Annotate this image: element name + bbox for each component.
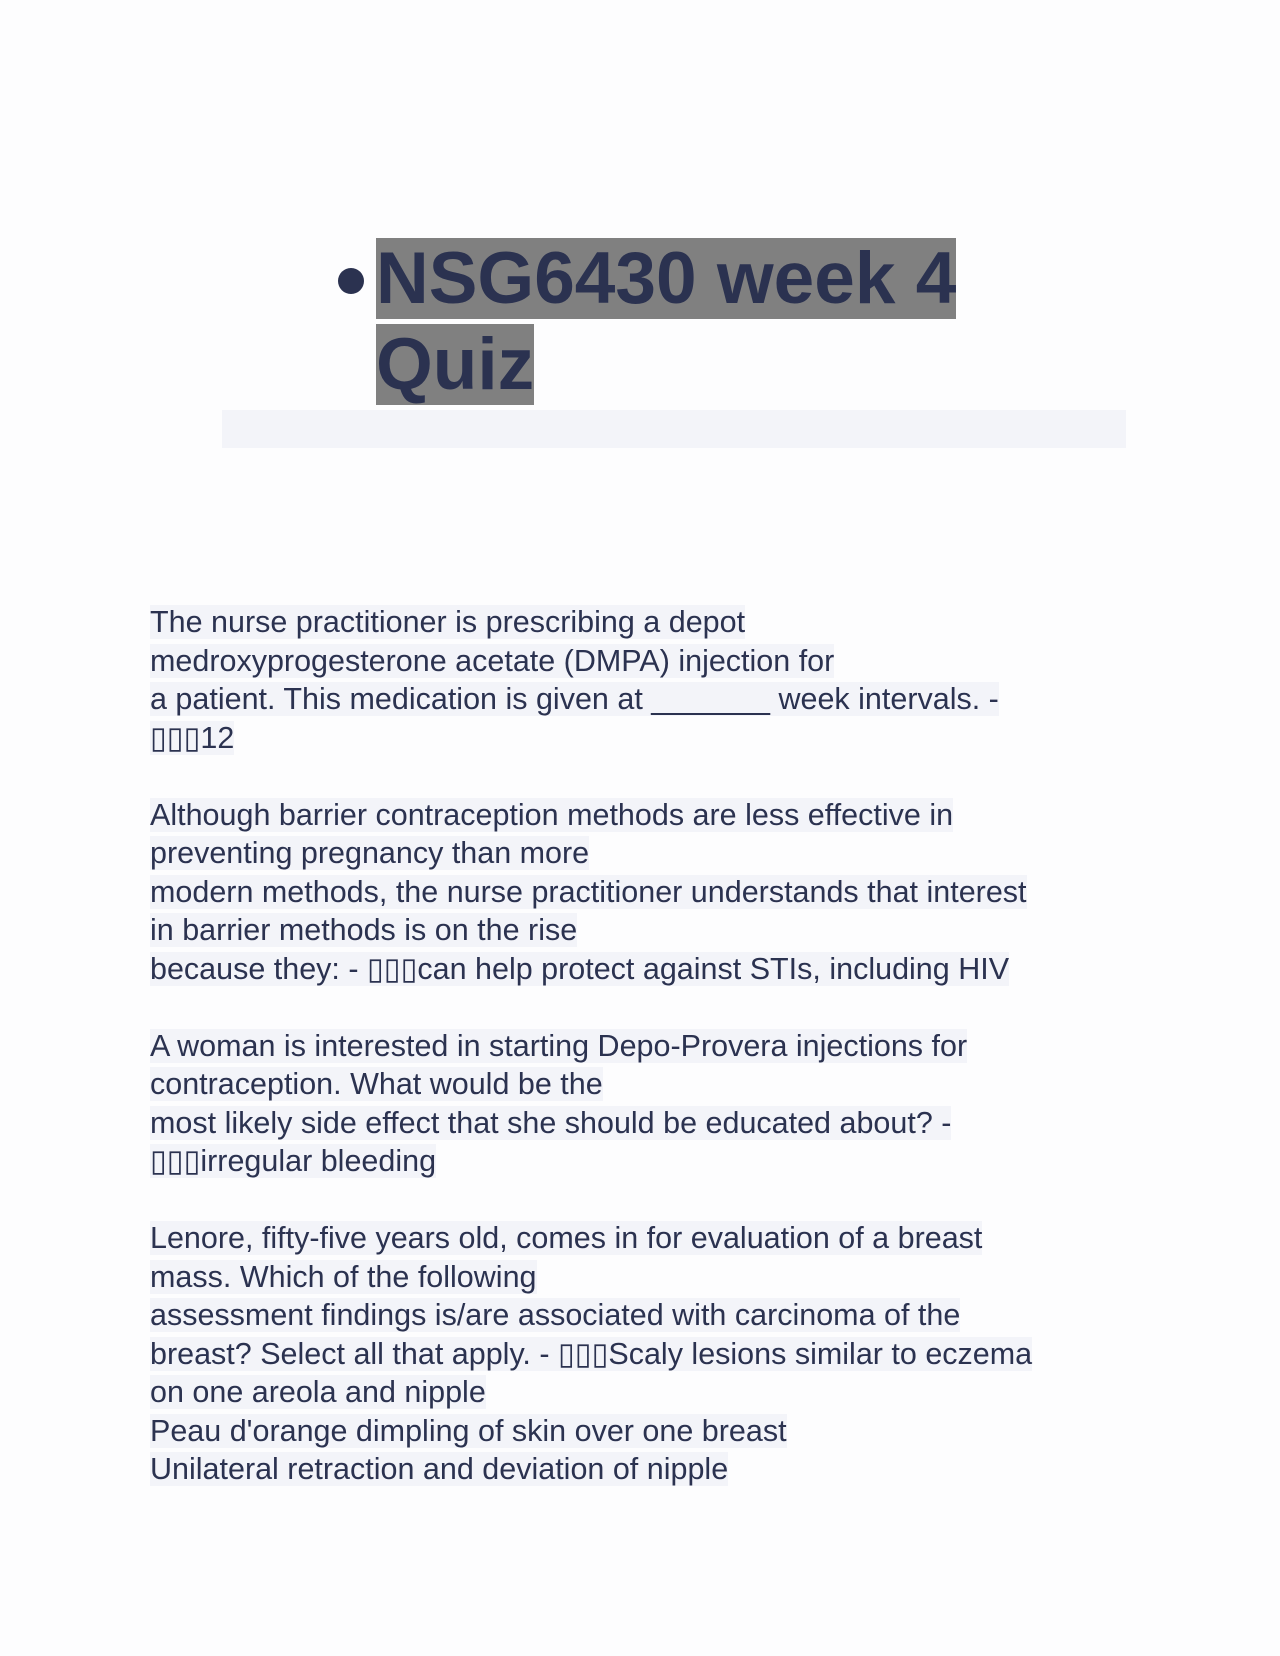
question-1 [150, 603, 1130, 757]
answer-line: because they: - ▯▯▯can help protect against STIs, including HIV [150, 951, 1010, 986]
title-line-2: Quiz [376, 324, 535, 405]
quiz-content [150, 603, 1130, 1527]
question-3 [150, 1027, 1130, 1181]
question-line: Lenore, fifty-five years old, comes in for evaluation of a breast [150, 1221, 983, 1255]
question-line: most likely side effect that she should be educated about? - [150, 1105, 952, 1140]
answer-line: Peau d'orange dimpling of skin over one breast [150, 1413, 787, 1448]
question-4 [150, 1219, 1130, 1489]
title-line-1: NSG6430 week 4 [376, 238, 957, 319]
document-title [376, 236, 996, 408]
answer-line: ▯▯▯irregular bleeding [150, 1144, 437, 1178]
question-line: A woman is interested in starting Depo-Provera injections for [150, 1028, 968, 1063]
question-line: Although barrier contraception methods are less effective in [150, 797, 954, 832]
question-2 [150, 796, 1130, 989]
answer-line: breast? Select all that apply. - ▯▯▯Scaly lesions similar to eczema [150, 1336, 1033, 1371]
question-line: in barrier methods is on the rise [150, 913, 578, 947]
bullet-icon [338, 268, 364, 294]
question-line: contraception. What would be the [150, 1067, 603, 1101]
answer-line: Unilateral retraction and deviation of nipple [150, 1452, 729, 1486]
answer-line: ▯▯▯12 [150, 720, 235, 755]
question-line: The nurse practitioner is prescribing a depot [150, 605, 746, 639]
title-highlight-band [222, 410, 1126, 448]
question-line: preventing pregnancy than more [150, 836, 590, 870]
question-line: a patient. This medication is given at _______ week intervals. - [150, 682, 999, 716]
question-line: mass. Which of the following [150, 1259, 537, 1294]
answer-line: on one areola and nipple [150, 1375, 486, 1409]
question-line: assessment findings is/are associated with carcinoma of the [150, 1298, 961, 1332]
question-line: modern methods, the nurse practitioner understands that interest [150, 874, 1027, 909]
question-line: medroxyprogesterone acetate (DMPA) injection for [150, 643, 835, 678]
